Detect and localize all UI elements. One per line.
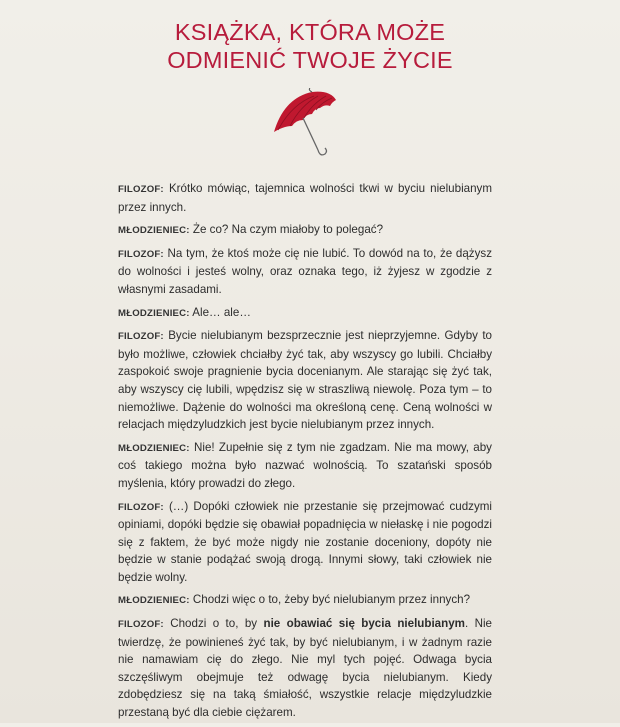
emphasized-text: nie obawiać się bycia nielubianym [263, 617, 465, 631]
speaker-label: FILOZOF: [118, 184, 164, 195]
dialogue-line [118, 221, 492, 240]
dialogue-text: Chodzi więc o to, żeby być nielubianym przez innych? [192, 593, 471, 607]
dialogue-line [118, 327, 492, 434]
dialogue-text: Ale… ale… [192, 305, 251, 319]
dialogue-line [118, 615, 492, 722]
dialogue-line [118, 245, 492, 299]
dialogue-line [118, 498, 492, 587]
dialogue-text: Bycie nielubianym bezsprzecznie jest nieprzyjemne. Gdyby to było możliwe, człowiek chciałby żyć tak, aby wszyscy go lubili. Chciałby zaspokoić swoje pragnienie bycia docenianym. Ale starając się żyć tak, aby wszyscy cię lubili, wpędzisz się w straszliwą niewolę. Poza tym – to niemożliwe. Dążenie do wolności ma określoną cenę. Ceną wolności w relacjach międzyludzkich jest bycie nielubianym przez innych. [118, 329, 492, 432]
speaker-label: FILOZOF: [118, 501, 164, 513]
dialogue-text: Chodzi o to, by [170, 617, 264, 631]
red-umbrella-icon [270, 88, 338, 160]
dialogue-text: . Nie twierdzę, że powinieneś żyć tak, by być nielubianym, i w żadnym razie nie namawiam cię do złego. Nie myl tych pojęć. Odwaga bycia szczęśliwym obejmuje też odwagę bycia nielubianym. Kiedy zdobędziesz się na taką śmiałość, wszystkie relacje międzyludzkie przestaną być dla ciebie ciężarem. [118, 617, 492, 720]
dialogue [118, 180, 492, 727]
dialogue-line [118, 439, 492, 493]
dialogue-text: Że co? Na czym miałoby to polegać? [192, 223, 384, 237]
speaker-label: FILOZOF: [118, 619, 164, 631]
speaker-label: MŁODZIENIEC: [118, 225, 190, 237]
dialogue-line [118, 591, 492, 610]
dialogue-line [118, 180, 492, 216]
speaker-label: MŁODZIENIEC: [118, 307, 190, 319]
speaker-label: FILOZOF: [118, 248, 164, 260]
dialogue-text: Krótko mówiąc, tajemnica wolności tkwi w byciu nielubianym przez innych. [118, 182, 492, 214]
headline [0, 18, 620, 74]
speaker-label: FILOZOF: [118, 331, 164, 343]
dialogue-text: (…) Dopóki człowiek nie przestanie się przejmować cudzymi opiniami, dopóki będzie się obawiał popadnięcia w niełaskę i nie pogodzi się z faktem, że być może nigdy nie zostanie doceniony, dopóty nie będzie w stanie podążać swoją drogą. Innymi słowy, taki człowiek nie będzie wolny. [118, 499, 492, 584]
dialogue-text: Nie! Zupełnie się z tym nie zgadzam. Nie ma mowy, aby coś takiego można było nazwać wolnością. To szatański sposób myślenia, który prowadzi do złego. [118, 440, 492, 490]
speaker-label: MŁODZIENIEC: [118, 595, 190, 607]
dialogue-line [118, 304, 492, 323]
speaker-label: MŁODZIENIEC: [118, 442, 190, 454]
headline-line-2: ODMIENIĆ TWOJE ŻYCIE [167, 47, 453, 73]
dialogue-text: Na tym, że ktoś może cię nie lubić. To dowód na to, że dążysz do wolności i jesteś wolny, oraz oznaka tego, iż żyjesz w zgodzie z własnymi zasadami. [118, 246, 492, 296]
headline-line-1: KSIĄŻKA, KTÓRA MOŻE [174, 19, 446, 45]
